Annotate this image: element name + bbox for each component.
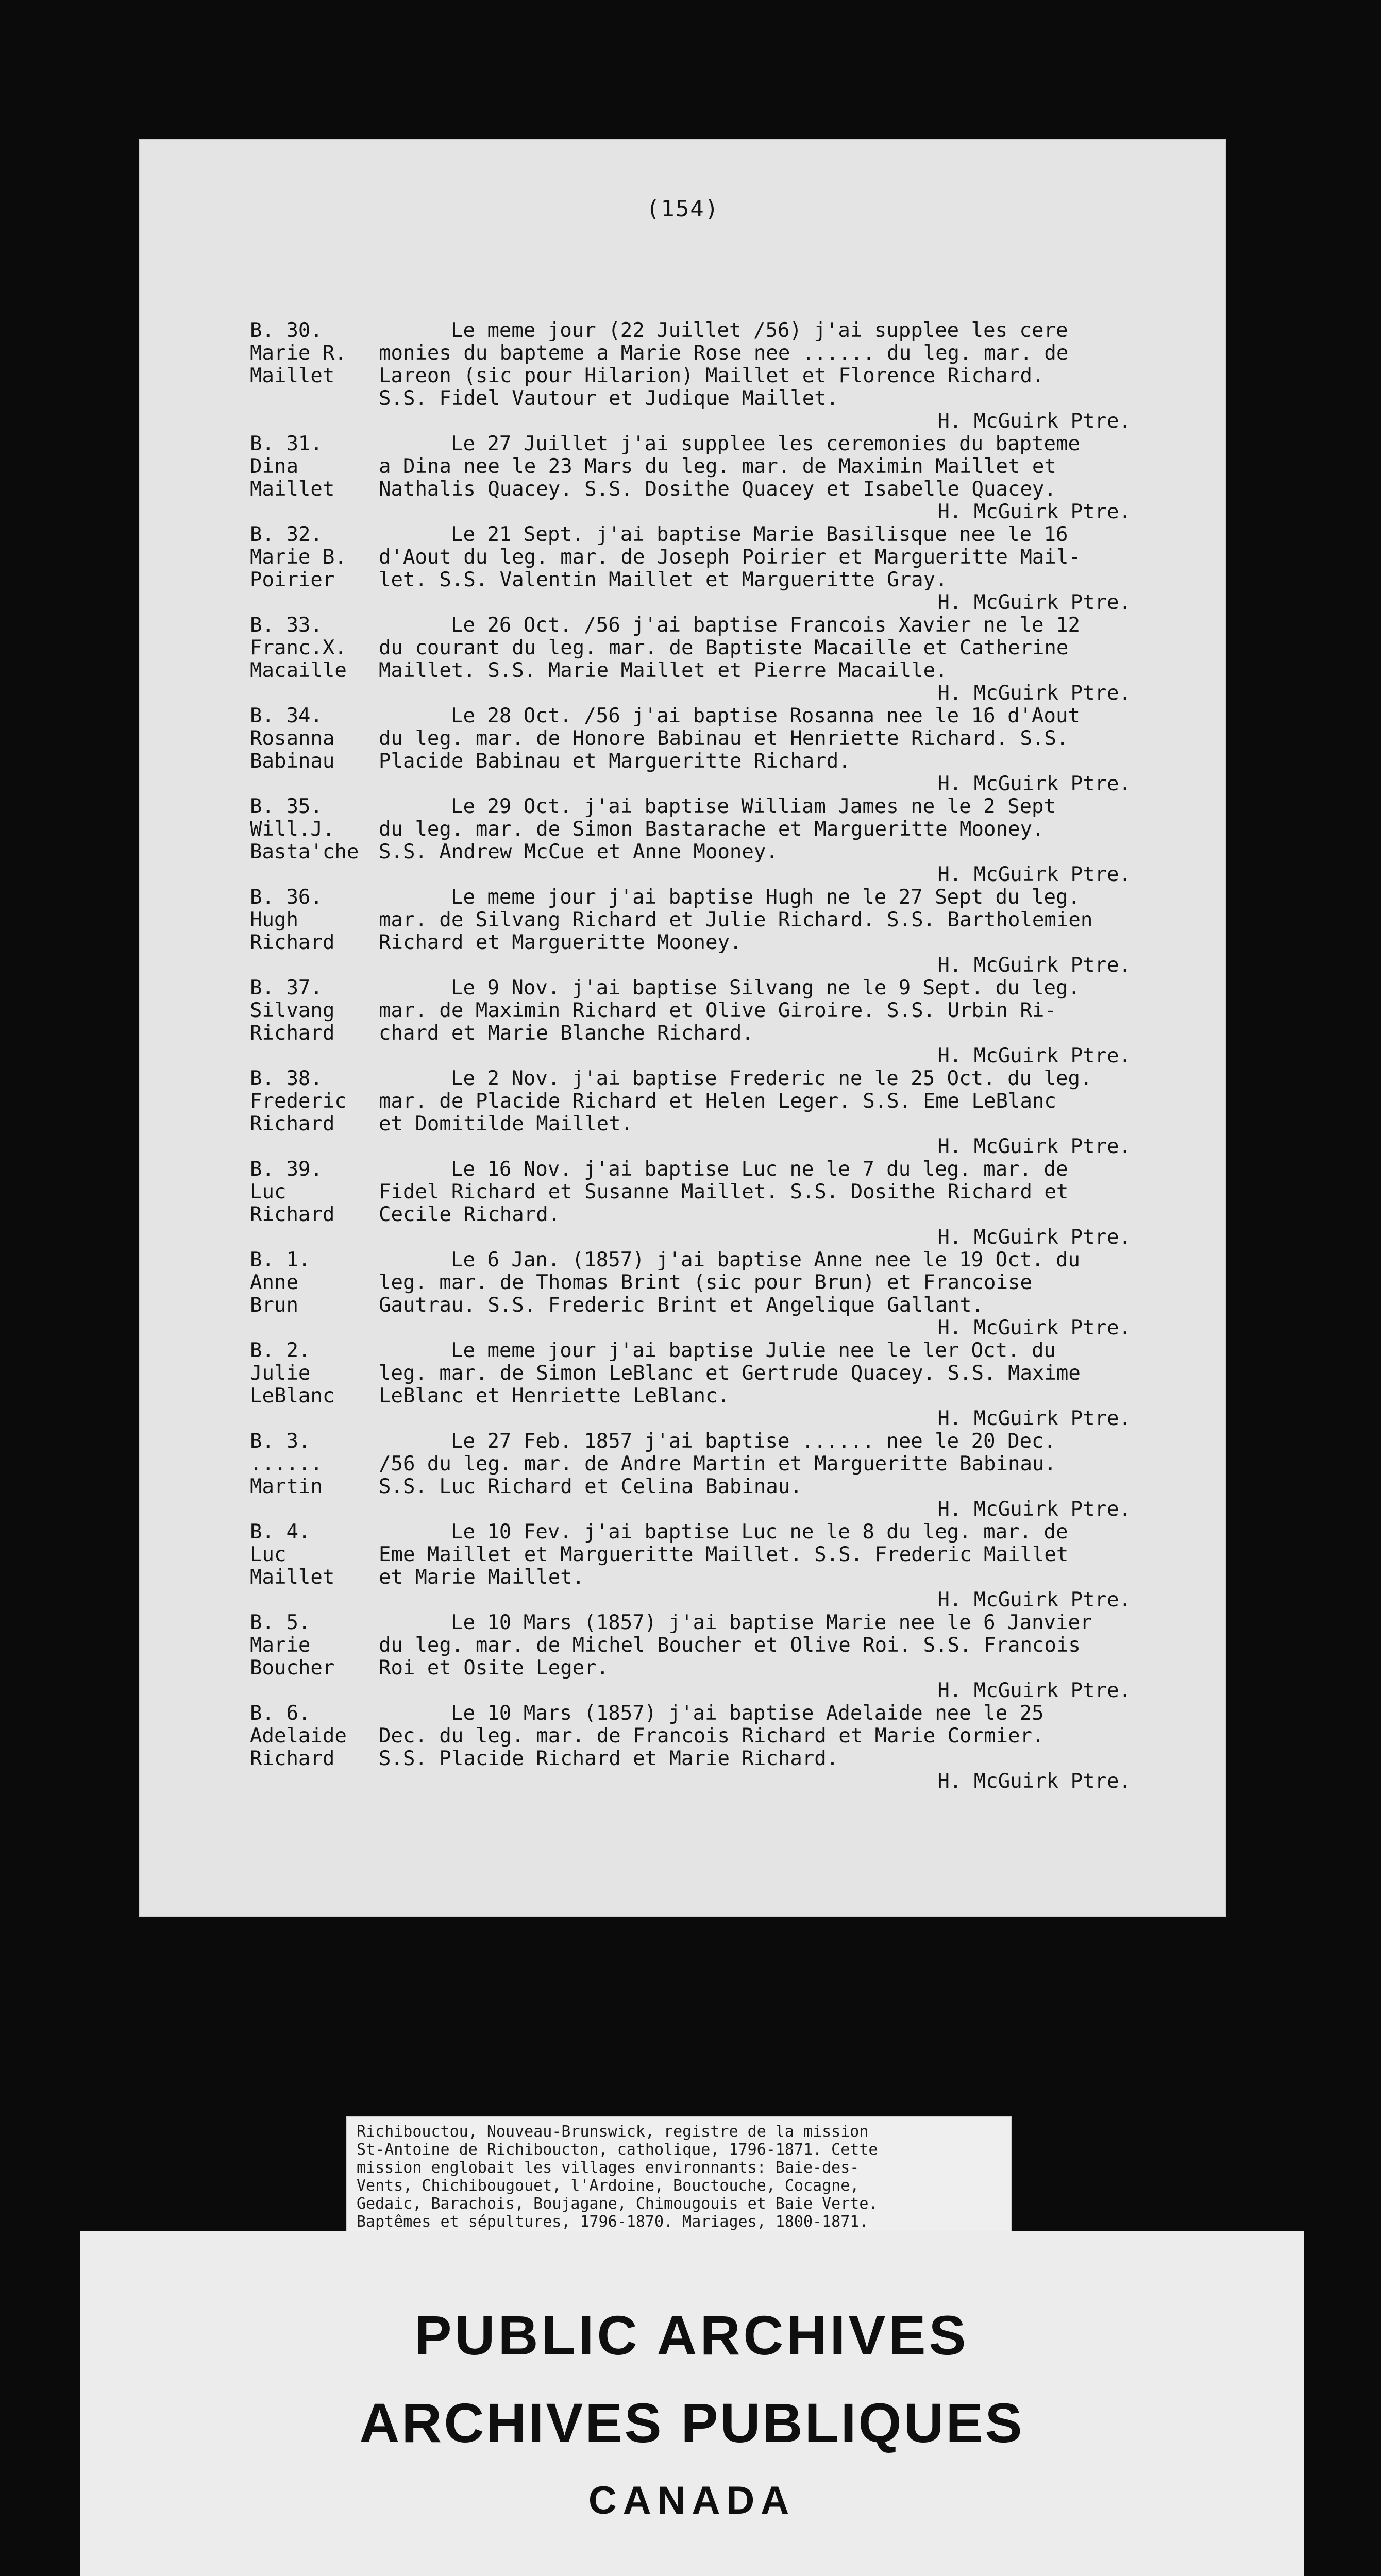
stamp-line-canada: CANADA <box>588 2479 796 2522</box>
baptism-entry <box>250 319 1219 433</box>
margin-label-line: B. 31. <box>250 432 323 455</box>
margin-label-line: Richard <box>250 1112 335 1136</box>
baptism-entry <box>250 886 1219 977</box>
entry-margin-label <box>250 1430 374 1498</box>
margin-label-line: B. 2. <box>250 1339 311 1362</box>
entry-text-line: Le 28 Oct. /56 j'ai baptise Rosanna nee le 16 d'Aout <box>451 704 1080 727</box>
entry-text-line: leg. mar. de Simon LeBlanc et Gertrude Quacey. S.S. Maxime <box>379 1362 1081 1385</box>
entry-text-line: Placide Babinau et Margueritte Richard. <box>379 750 851 773</box>
baptism-entry <box>250 1158 1219 1249</box>
label-line: Baptêmes et sépultures, 1796-1870. Mariages, 1800-1871. <box>357 2213 869 2231</box>
entry-text <box>379 1702 1203 1793</box>
baptism-entry <box>250 1249 1219 1340</box>
margin-label-line: Maillet <box>250 364 335 387</box>
margin-label-line: B. 4. <box>250 1520 311 1544</box>
margin-label-line: Richard <box>250 1022 335 1045</box>
entry-text-line: Le 26 Oct. /56 j'ai baptise Francois Xavier ne le 12 <box>451 614 1080 637</box>
archives-stamp-card <box>80 2231 1304 2576</box>
margin-label-line: B. 34. <box>250 704 323 727</box>
entry-text-line: let. S.S. Valentin Maillet et Margueritte Gray. <box>379 568 948 591</box>
entry-text-line: Le 29 Oct. j'ai baptise William James ne le 2 Sept <box>451 795 1056 818</box>
margin-label-line: Hugh <box>250 908 298 931</box>
margin-label-line: Richard <box>250 931 335 954</box>
entry-text <box>379 1340 1203 1430</box>
baptism-entry <box>250 977 1219 1067</box>
baptism-entry <box>250 523 1219 614</box>
margin-label-line: Marie B. <box>250 546 347 569</box>
entry-text-line: leg. mar. de Thomas Brint (sic pour Brun) et Francoise <box>379 1271 1032 1294</box>
priest-signature: H. McGuirk Ptre. <box>937 1226 1131 1249</box>
entry-margin-label <box>250 1521 374 1589</box>
entry-text-line: Lareon (sic pour Hilarion) Maillet et Florence Richard. <box>379 364 1045 387</box>
entry-margin-label <box>250 614 374 682</box>
entry-margin-label <box>250 705 374 773</box>
label-line: Vents, Chichibougouet, l'Ardoine, Bouctouche, Cocagne, <box>357 2177 860 2195</box>
entry-text <box>379 1521 1203 1612</box>
entry-margin-label <box>250 319 374 387</box>
priest-signature: H. McGuirk Ptre. <box>937 682 1131 705</box>
entry-text-line: S.S. Fidel Vautour et Judique Maillet. <box>379 387 839 410</box>
margin-label-line: B. 5. <box>250 1611 311 1634</box>
priest-signature: H. McGuirk Ptre. <box>937 1407 1131 1430</box>
entry-text <box>379 523 1203 614</box>
entry-text-line: /56 du leg. mar. de Andre Martin et Margueritte Babinau. <box>379 1452 1056 1476</box>
entry-text-line: Le meme jour (22 Juillet /56) j'ai supplee les cere <box>451 319 1068 342</box>
entry-text-line: Le 10 Fev. j'ai baptise Luc ne le 8 du leg. mar. de <box>451 1520 1068 1544</box>
margin-label-line: B. 38. <box>250 1067 323 1090</box>
margin-label-line: Richard <box>250 1747 335 1770</box>
entry-text <box>379 1067 1203 1158</box>
entry-text-line: a Dina nee le 23 Mars du leg. mar. de Maximin Maillet et <box>379 455 1056 478</box>
priest-signature: H. McGuirk Ptre. <box>937 954 1131 977</box>
entry-text-line: chard et Marie Blanche Richard. <box>379 1022 754 1045</box>
entry-text-line: Le 21 Sept. j'ai baptise Marie Basilisque nee le 16 <box>451 523 1068 546</box>
margin-label-line: Frederic <box>250 1090 347 1113</box>
entry-text-line: S.S. Andrew McCue et Anne Mooney. <box>379 840 778 863</box>
entry-text-line: Le 27 Feb. 1857 j'ai baptise ...... nee le 20 Dec. <box>451 1430 1056 1453</box>
label-line: St-Antoine de Richiboucton, catholique, 1796-1871. Cette <box>357 2141 878 2159</box>
priest-signature: H. McGuirk Ptre. <box>937 1498 1131 1521</box>
margin-label-line: Maillet <box>250 478 335 501</box>
entry-text-line: Le 16 Nov. j'ai baptise Luc ne le 7 du leg. mar. de <box>451 1158 1068 1181</box>
baptism-entry <box>250 1702 1219 1793</box>
entry-text-line: monies du bapteme a Marie Rose nee ...... du leg. mar. de <box>379 342 1069 365</box>
entry-text-line: Maillet. S.S. Marie Maillet et Pierre Macaille. <box>379 659 948 682</box>
margin-label-line: B. 33. <box>250 614 323 637</box>
margin-label-line: B. 37. <box>250 976 323 999</box>
margin-label-line: Silvang <box>250 999 335 1022</box>
margin-label-line: Basta'che <box>250 840 359 863</box>
entry-text-line: du leg. mar. de Honore Babinau et Henriette Richard. S.S. <box>379 727 1069 750</box>
entry-text-line: Le 6 Jan. (1857) j'ai baptise Anne nee le 19 Oct. du <box>451 1248 1080 1272</box>
entry-text-line: Le 10 Mars (1857) j'ai baptise Adelaide nee le 25 <box>451 1702 1044 1725</box>
entry-text-line: Le 9 Nov. j'ai baptise Silvang ne le 9 Sept. du leg. <box>451 976 1080 999</box>
entry-margin-label <box>250 433 374 501</box>
baptism-entry <box>250 1067 1219 1158</box>
entry-margin-label <box>250 523 374 591</box>
entry-text <box>379 795 1203 886</box>
margin-label-line: Poirier <box>250 568 335 591</box>
entry-text <box>379 614 1203 705</box>
margin-label-line: Brun <box>250 1294 298 1317</box>
baptism-entry <box>250 433 1219 523</box>
priest-signature: H. McGuirk Ptre. <box>937 410 1131 433</box>
entry-text <box>379 705 1203 795</box>
margin-label-line: Julie <box>250 1362 311 1385</box>
margin-label-line: B. 1. <box>250 1248 311 1272</box>
entry-text-line: Fidel Richard et Susanne Maillet. S.S. Dosithe Richard et <box>379 1180 1069 1204</box>
priest-signature: H. McGuirk Ptre. <box>937 591 1131 614</box>
margin-label-line: Martin <box>250 1475 323 1498</box>
entry-margin-label <box>250 1340 374 1408</box>
priest-signature: H. McGuirk Ptre. <box>937 1135 1131 1158</box>
margin-label-line: Boucher <box>250 1656 335 1680</box>
baptism-entries <box>250 319 1219 1793</box>
baptism-entry <box>250 1430 1219 1521</box>
entry-text-line: et Marie Maillet. <box>379 1566 585 1589</box>
margin-label-line: ...... <box>250 1452 323 1476</box>
entry-text-line: LeBlanc et Henriette LeBlanc. <box>379 1384 730 1408</box>
margin-label-line: Maillet <box>250 1566 335 1589</box>
stamp-line-archives-publiques: ARCHIVES PUBLIQUES <box>359 2392 1024 2454</box>
stamp-line-public-archives: PUBLIC ARCHIVES <box>414 2304 969 2366</box>
margin-label-line: B. 6. <box>250 1702 311 1725</box>
entry-text-line: Cecile Richard. <box>379 1203 561 1226</box>
entry-text-line: Roi et Osite Leger. <box>379 1656 609 1680</box>
baptism-entry <box>250 1612 1219 1702</box>
margin-label-line: Macaille <box>250 659 347 682</box>
label-line: Gedaic, Barachois, Boujagane, Chimougouis et Baie Verte. <box>357 2195 878 2213</box>
entry-text <box>379 1430 1203 1521</box>
margin-label-line: Luc <box>250 1180 287 1204</box>
margin-label-line: Rosanna <box>250 727 335 750</box>
entry-margin-label <box>250 1249 374 1317</box>
entry-text <box>379 1612 1203 1702</box>
priest-signature: H. McGuirk Ptre. <box>937 1044 1131 1067</box>
entry-text-line: Le meme jour j'ai baptise Hugh ne le 27 Sept du leg. <box>451 886 1080 909</box>
priest-signature: H. McGuirk Ptre. <box>937 1679 1131 1702</box>
entry-margin-label <box>250 1702 374 1770</box>
margin-label-line: Franc.X. <box>250 636 347 659</box>
entry-text-line: mar. de Silvang Richard et Julie Richard. S.S. Bartholemien <box>379 908 1093 931</box>
entry-text-line: du courant du leg. mar. de Baptiste Macaille et Catherine <box>379 636 1069 659</box>
entry-margin-label <box>250 1158 374 1226</box>
entry-text <box>379 433 1203 523</box>
margin-label-line: LeBlanc <box>250 1384 335 1408</box>
entry-text-line: mar. de Placide Richard et Helen Leger. S.S. Eme LeBlanc <box>379 1090 1056 1113</box>
priest-signature: H. McGuirk Ptre. <box>937 1316 1131 1340</box>
entry-text <box>379 1249 1203 1340</box>
entry-text-line: Le 10 Mars (1857) j'ai baptise Marie nee le 6 Janvier <box>451 1611 1092 1634</box>
margin-label-line: Dina <box>250 455 298 478</box>
entry-text-line: Gautrau. S.S. Frederic Brint et Angelique Gallant. <box>379 1294 984 1317</box>
margin-label-line: Richard <box>250 1203 335 1226</box>
entry-text-line: du leg. mar. de Simon Bastarache et Margueritte Mooney. <box>379 818 1045 841</box>
margin-label-line: B. 35. <box>250 795 323 818</box>
priest-signature: H. McGuirk Ptre. <box>937 863 1131 886</box>
entry-text-line: du leg. mar. de Michel Boucher et Olive Roi. S.S. Francois <box>379 1634 1081 1657</box>
entry-text-line: S.S. Luc Richard et Celina Babinau. <box>379 1475 802 1498</box>
margin-label-line: B. 32. <box>250 523 323 546</box>
priest-signature: H. McGuirk Ptre. <box>937 772 1131 795</box>
margin-label-line: B. 3. <box>250 1430 311 1453</box>
entry-margin-label <box>250 1612 374 1680</box>
page-number: (154) <box>646 196 720 222</box>
entry-text <box>379 1158 1203 1249</box>
baptism-entry <box>250 705 1219 795</box>
register-page <box>139 139 1226 1917</box>
entry-margin-label <box>250 886 374 954</box>
entry-text-line: S.S. Placide Richard et Marie Richard. <box>379 1747 839 1770</box>
baptism-entry <box>250 795 1219 886</box>
priest-signature: H. McGuirk Ptre. <box>937 500 1131 523</box>
margin-label-line: B. 39. <box>250 1158 323 1181</box>
entry-margin-label <box>250 977 374 1045</box>
entry-text-line: Nathalis Quacey. S.S. Dosithe Quacey et Isabelle Quacey. <box>379 478 1056 501</box>
label-line: Richibouctou, Nouveau-Brunswick, registre de la mission <box>357 2123 869 2141</box>
baptism-entry <box>250 1521 1219 1612</box>
entry-text-line: mar. de Maximin Richard et Olive Giroire. S.S. Urbin Ri- <box>379 999 1056 1022</box>
entry-text-line: Le 27 Juillet j'ai supplee les ceremonies du bapteme <box>451 432 1080 455</box>
entry-text <box>379 977 1203 1067</box>
entry-text-line: Le 2 Nov. j'ai baptise Frederic ne le 25 Oct. du leg. <box>451 1067 1092 1090</box>
entry-margin-label <box>250 795 374 863</box>
label-line: mission englobait les villages environnants: Baie-des- <box>357 2159 860 2177</box>
margin-label-line: Adelaide <box>250 1724 347 1748</box>
entry-text-line: Dec. du leg. mar. de Francois Richard et Marie Cormier. <box>379 1724 1045 1748</box>
entry-text-line: Richard et Margueritte Mooney. <box>379 931 742 954</box>
margin-label-line: Marie <box>250 1634 311 1657</box>
margin-label-line: Will.J. <box>250 818 335 841</box>
entry-text-line: d'Aout du leg. mar. de Joseph Poirier et Margueritte Mail- <box>379 546 1081 569</box>
margin-label-line: Anne <box>250 1271 298 1294</box>
entry-text-line: et Domitilde Maillet. <box>379 1112 633 1136</box>
entry-text-line: Eme Maillet et Margueritte Maillet. S.S. Frederic Maillet <box>379 1543 1069 1566</box>
margin-label-line: Marie R. <box>250 342 347 365</box>
entry-margin-label <box>250 1067 374 1136</box>
margin-label-line: B. 30. <box>250 319 323 342</box>
margin-label-line: B. 36. <box>250 886 323 909</box>
margin-label-line: Luc <box>250 1543 287 1566</box>
baptism-entry <box>250 1340 1219 1430</box>
priest-signature: H. McGuirk Ptre. <box>937 1588 1131 1612</box>
entry-text <box>379 319 1203 433</box>
baptism-entry <box>250 614 1219 705</box>
entry-text <box>379 886 1203 977</box>
priest-signature: H. McGuirk Ptre. <box>937 1770 1131 1793</box>
margin-label-line: Babinau <box>250 750 335 773</box>
entry-text-line: Le meme jour j'ai baptise Julie nee le ler Oct. du <box>451 1339 1056 1362</box>
